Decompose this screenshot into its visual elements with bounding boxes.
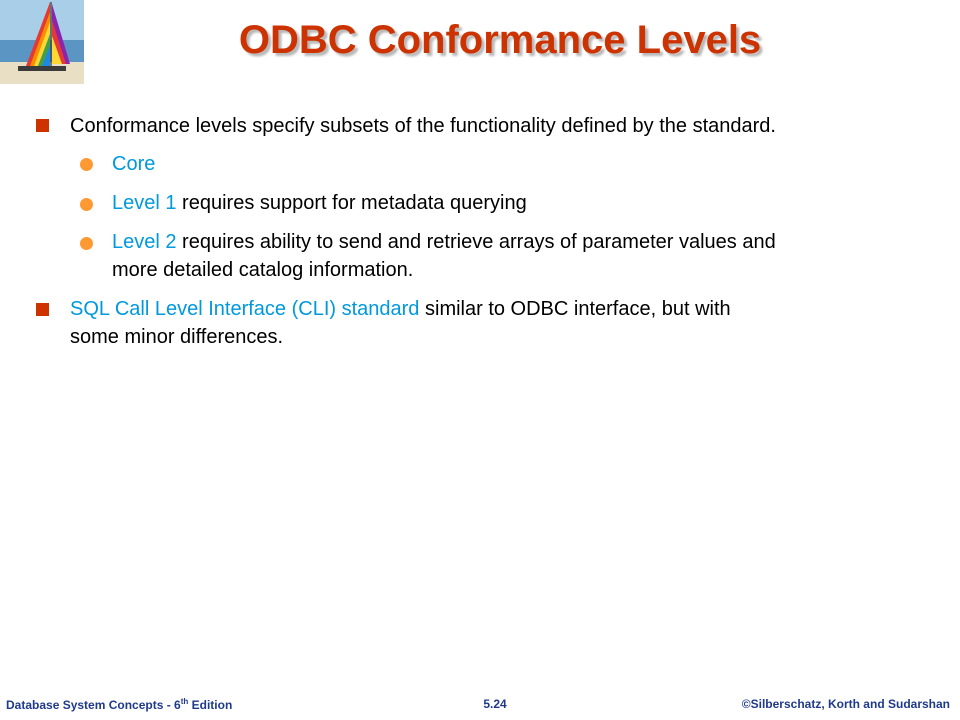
sql-cli-rest: similar to ODBC interface, but with — [419, 298, 731, 320]
square-bullet-icon — [36, 303, 49, 316]
round-bullet-icon — [80, 198, 93, 211]
level-2-rest: requires ability to send and retrieve arrays of parameter values and — [176, 231, 776, 253]
sql-cli-term: SQL Call Level Interface (CLI) standard — [70, 298, 420, 320]
bullet-conformance-levels: Conformance levels specify subsets of the functionality defined by the standard. — [70, 115, 776, 137]
footer-book-title: Database System Concepts - 6th Edition — [6, 697, 233, 712]
footer-slide-number: 5.24 — [483, 697, 507, 711]
level-1-rest: requires support for metadata querying — [176, 192, 527, 214]
sub-bullet-level-1 — [112, 189, 527, 218]
sub-bullet-level-2 — [112, 228, 776, 257]
round-bullet-icon — [80, 158, 93, 171]
sub-bullet-level-2-line2: more detailed catalog information. — [112, 259, 414, 281]
bullet-sql-cli-line2: some minor differences. — [70, 326, 284, 348]
sub-bullet-core — [112, 150, 155, 179]
core-term: Core — [112, 153, 156, 175]
level-1-term: Level 1 — [112, 192, 177, 214]
bullet-sql-cli — [70, 295, 731, 324]
round-bullet-icon — [80, 237, 93, 250]
footer-copyright: ©Silberschatz, Korth and Sudarshan — [741, 697, 950, 711]
slide-title: ODBC Conformance Levels — [238, 18, 762, 62]
level-2-term: Level 2 — [112, 231, 177, 253]
square-bullet-icon — [36, 119, 49, 132]
